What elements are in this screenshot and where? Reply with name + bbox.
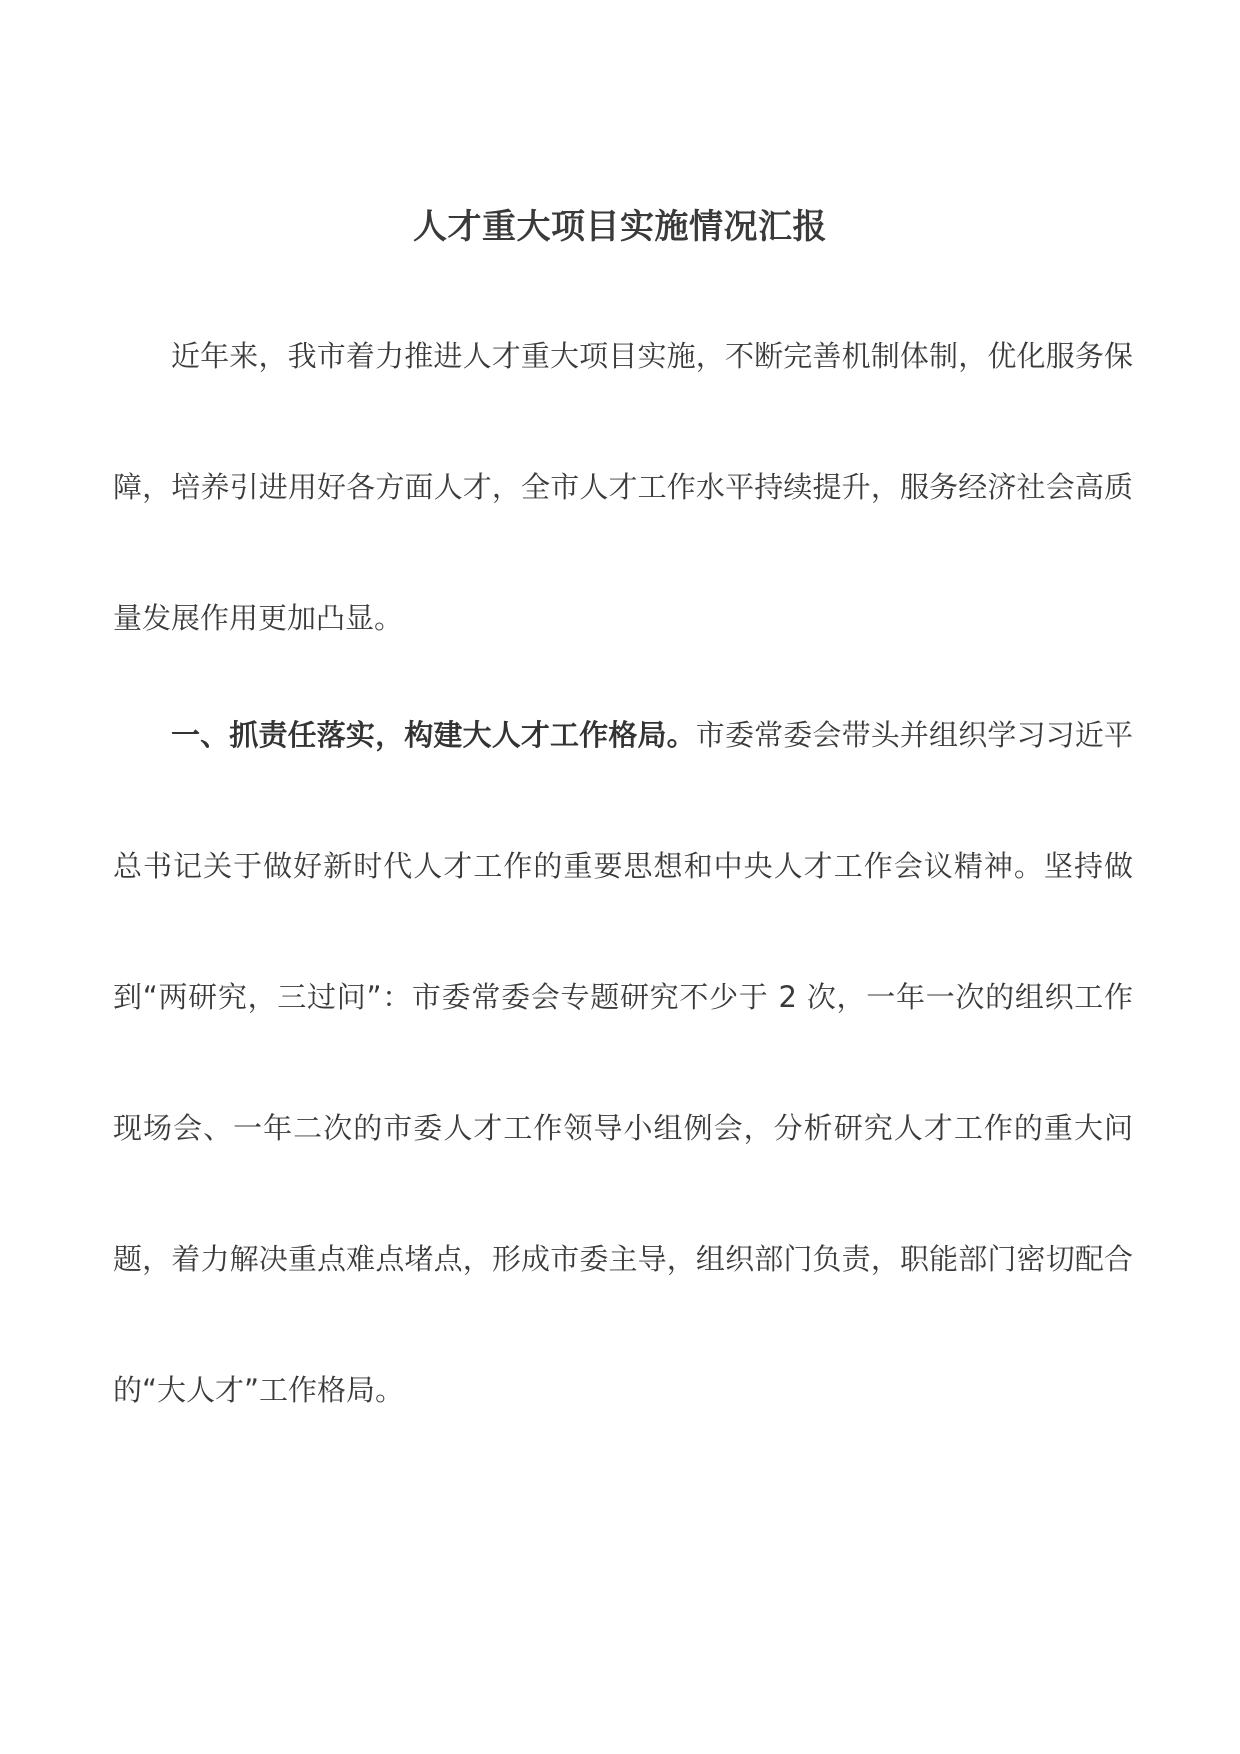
section-1-heading: 一、抓责任落实，构建大人才工作格局。 — [171, 718, 696, 752]
document-title: 人才重大项目实施情况汇报 — [413, 207, 827, 247]
paragraph-intro: 近年来，我市着力推进人才重大项目实施，不断完善机制体制，优化服务保障，培养引进用好各方面人才，全市人才工作水平持续提升，服务经济社会高质量发展作用更加凸显。 — [113, 339, 1133, 635]
section-1-body: 市委常委会带头并组织学习习近平总书记关于做好新时代人才工作的重要思想和中央人才工作会议精神。坚持做到“两研究，三过问”：市委常委会专题研究不少于 2 次，一年一次的组织工作现场会、一年二次的市委人才工作领导小组例会，分析研究人才工作的重大问题，着力解决重点难点堵点，形成市委主导，组织部门负责，职能部门密切配合的“大人才”工作格局。 — [113, 718, 1133, 1407]
paragraph-section-1 — [113, 670, 1133, 1456]
